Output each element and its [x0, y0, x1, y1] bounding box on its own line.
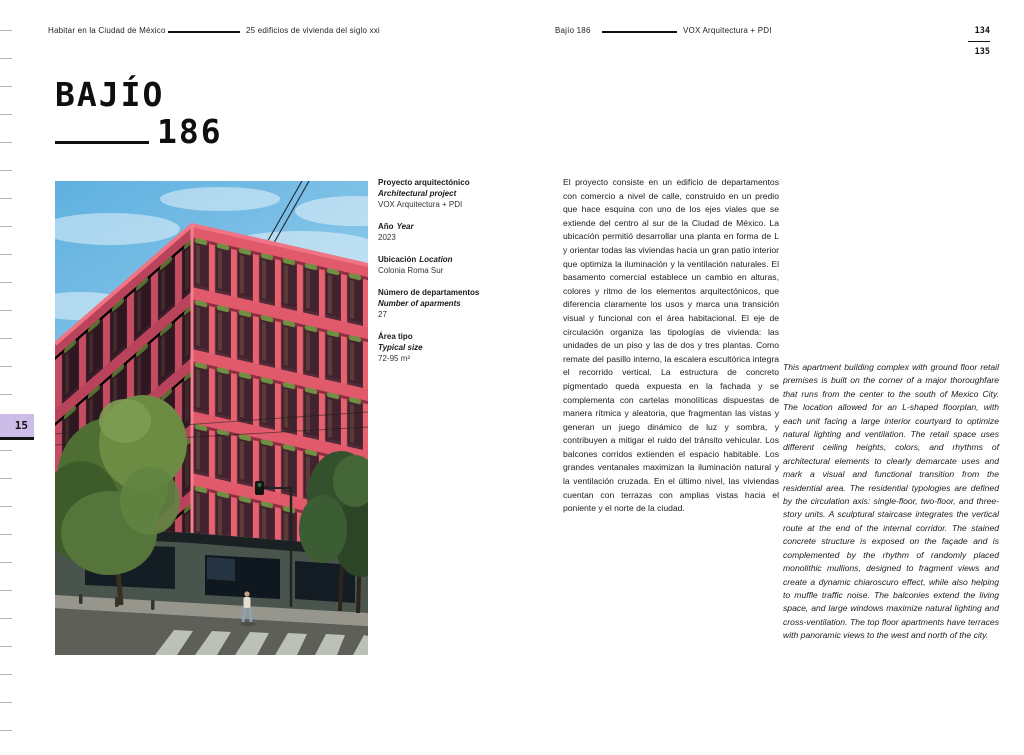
page-number-rule: [968, 41, 990, 42]
meta-value: VOX Arquitectura + PDI: [378, 200, 463, 209]
chapter-title-block: [55, 75, 223, 151]
chapter-title-number: 186: [157, 112, 223, 151]
meta-label-es: Año: [378, 222, 394, 231]
meta-value: 72-95 m²: [378, 354, 411, 363]
chapter-tab-number: 15: [14, 419, 28, 432]
meta-value: 27: [378, 310, 387, 319]
meta-value: 2023: [378, 233, 396, 242]
meta-apartments: [378, 287, 548, 320]
body-text-spanish: El proyecto consiste en un edificio de departamentos con comercio a nivel de calle, construido en un predio que hace esquina con uno de los ejes viales que se extiende del centro al sur de la Ciudad de México. La ubicación permitió desarrollar una planta en forma de L y orientar todas las viviendas hacia un gran patio interior que optimiza la iluminación y la ventilación naturales. El basamento comercial establece un cambio en alturas, colores y ritmo de los elementos arquitectónicos, que diferencia claramente los usos y marca una transición visual y funcional con el área habitacional. El eje de circulación organiza las tipologías de vivienda: las unidades de un piso y las de dos y tres plantas. Como remate del pasillo interno, la escalera escultórica integra el recorrido vertical. La estructura de concreto pigmentado queda expuesta en la fachada y se complementa con cartelas monolíticas dispuestas de manera rítmica y aleatoria, que fragmentan las vistas y generan un juego dinámico de luz y sombra, y contribuyen a mitigar el ruido del tránsito vehicular. Los balcones corridos extienden el espacio habitable. Los grandes ventanales maximizan la iluminación natural y la ventilación cruzada. En el último nivel, las viviendas cuentan con terrazas con amplias vistas hacia el poniente y el norte de la ciudad.: [563, 177, 779, 514]
page-numbers: [962, 26, 990, 57]
meta-location: [378, 254, 548, 276]
chapter-tab: [0, 414, 34, 440]
chapter-index-ticks: [0, 30, 12, 745]
meta-label-es: Número de departamentos: [378, 288, 480, 297]
meta-typical-size: [378, 331, 548, 364]
meta-label-es: Área tipo: [378, 332, 413, 341]
page-number-verso: 135: [974, 47, 990, 57]
header-rule-left: [168, 31, 240, 33]
header-studio-name: VOX Arquitectura + PDI: [683, 26, 772, 35]
meta-label-en: Number of aparments: [378, 299, 461, 308]
meta-year: [378, 221, 548, 243]
body-text-english: This apartment building complex with ground floor retail premises is built on the corner of a major thoroughfare that runs from the center to the south of Mexico City. The location allowed for an L-shaped floorplan, with each unit facing a large interior courtyard to optimize natural lighting and ventilation. The retail space uses different ceiling heights, colors, and rhythms of architectural elements to clearly demarcate uses and mark a visual and functional transition from the residential area. The residential typologies are defined by the circulation axis: single-floor, two-floor, and three-story units. A sculptural staircase integrates the vertical route at the end of the internal corridor. The stained concrete structure is exposed on the façade and is complemented by the rhythm of randomly placed monolithic mullions, designed to fragment views and create a dynamic chiaroscuro effect, while also helping to muffle traffic noise. The balconies extend the living space, and large windows maximize natural lighting and cross-ventilation. The top floor apartments have terraces with panoramic views to the west and north of the city.: [783, 362, 999, 641]
meta-label-en: Typical size: [378, 343, 423, 352]
meta-value: Colonia Roma Sur: [378, 266, 444, 275]
meta-label-en: Location: [419, 255, 453, 264]
header-rule-right: [602, 31, 677, 33]
meta-label-es: Ubicación: [378, 255, 417, 264]
building-photo: [55, 181, 368, 655]
meta-label-en: Architectural project: [378, 189, 457, 198]
header-chapter-title: Bajío 186: [555, 26, 591, 35]
chapter-title-name: BAJÍO: [55, 75, 165, 114]
page-number-recto: 134: [974, 26, 990, 36]
header-series-title: 25 edificios de vivienda del siglo xxi: [246, 26, 380, 35]
meta-architectural-project: [378, 177, 548, 210]
meta-label-en: Year: [396, 222, 414, 231]
project-meta: [378, 177, 548, 375]
meta-label-es: Proyecto arquitectónico: [378, 178, 470, 187]
header-book-title: Habitar en la Ciudad de México: [48, 26, 166, 35]
title-underline: [55, 141, 149, 144]
